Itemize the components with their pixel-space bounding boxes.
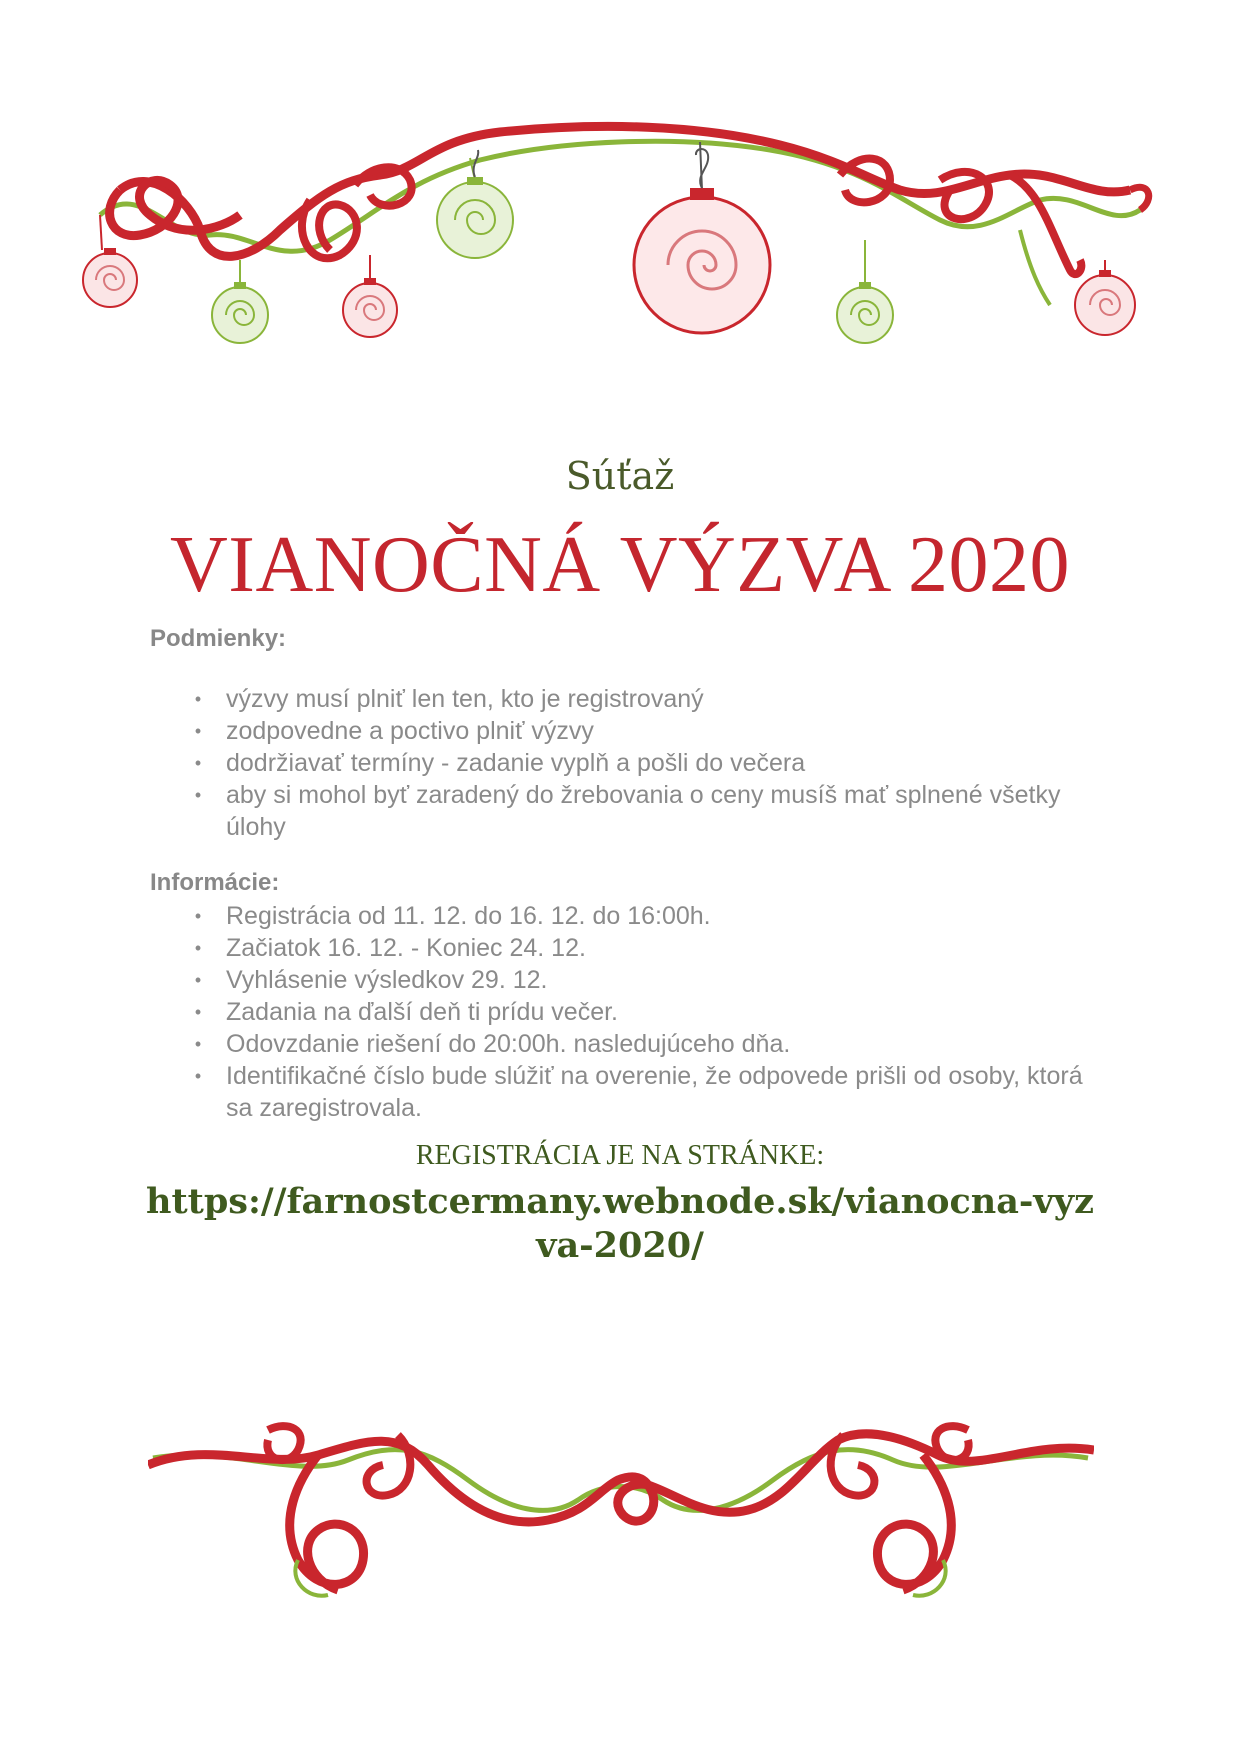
list-item <box>188 964 1098 996</box>
list-item <box>188 1028 1098 1060</box>
info-text: Vyhlásenie výsledkov 29. 12. <box>226 966 548 994</box>
conditions-list <box>188 683 1098 843</box>
bullet-icon: • <box>194 938 202 958</box>
bauble-green-center-left <box>437 150 513 258</box>
bullet-icon: • <box>194 1002 202 1022</box>
bullet-icon: • <box>194 721 202 741</box>
top-ribbon-ornament <box>80 120 1160 390</box>
bullet-icon: • <box>194 689 202 709</box>
list-item <box>188 715 1098 747</box>
bauble-green-right <box>837 282 893 343</box>
bullet-icon: • <box>194 970 202 990</box>
info-text: Zadania na ďalší deň ti prídu večer. <box>226 998 618 1026</box>
condition-text: výzvy musí plniť len ten, kto je registrovaný <box>226 685 704 713</box>
list-item <box>188 1060 1098 1124</box>
info-text: Začiatok 16. 12. - Koniec 24. 12. <box>226 934 586 962</box>
bullet-icon: • <box>194 1034 202 1054</box>
page-title: VIANOČNÁ VÝZVA 2020 <box>170 521 1070 609</box>
bullet-icon: • <box>194 906 202 926</box>
condition-text: zodpovedne a poctivo plniť výzvy <box>226 717 594 745</box>
condition-text: aby si mohol byť zaradený do žrebovania o ceny musíš mať splnené všetky úlohy <box>226 781 1061 841</box>
condition-text: dodržiavať termíny - zadanie vyplň a pošli do večera <box>226 749 806 777</box>
bullet-icon: • <box>194 785 202 805</box>
bauble-red-small-left <box>83 248 137 307</box>
info-text: Registrácia od 11. 12. do 16. 12. do 16:00h. <box>226 902 711 930</box>
info-text: Odovzdanie riešení do 20:00h. nasledujúceho dňa. <box>226 1030 791 1058</box>
info-label: Informácie: <box>150 869 280 896</box>
registration-heading: REGISTRÁCIA JE NA STRÁNKE: <box>415 1140 825 1171</box>
list-item <box>188 683 1098 715</box>
bottom-ribbon-ornament <box>148 1420 1094 1610</box>
bauble-green-left <box>212 282 268 343</box>
list-item <box>188 779 1098 843</box>
info-list <box>188 900 1098 1124</box>
registration-link[interactable]: https://farnostcermany.webnode.sk/vianocna-vyzva-2020/ <box>146 1181 1094 1266</box>
list-item <box>188 900 1098 932</box>
list-item <box>188 747 1098 779</box>
list-item <box>188 996 1098 1028</box>
bauble-red-small-right <box>1075 270 1135 335</box>
list-item <box>188 932 1098 964</box>
info-text: Identifikačné číslo bude slúžiť na overenie, že odpovede prišli od osoby, ktorá sa zaregistrovala. <box>226 1062 1083 1122</box>
bullet-icon: • <box>194 1066 202 1086</box>
bullet-icon: • <box>194 753 202 773</box>
contest-subtitle: Súťaž <box>565 454 675 498</box>
conditions-label: Podmienky: <box>150 625 287 652</box>
bauble-red-mid-left <box>343 278 397 337</box>
